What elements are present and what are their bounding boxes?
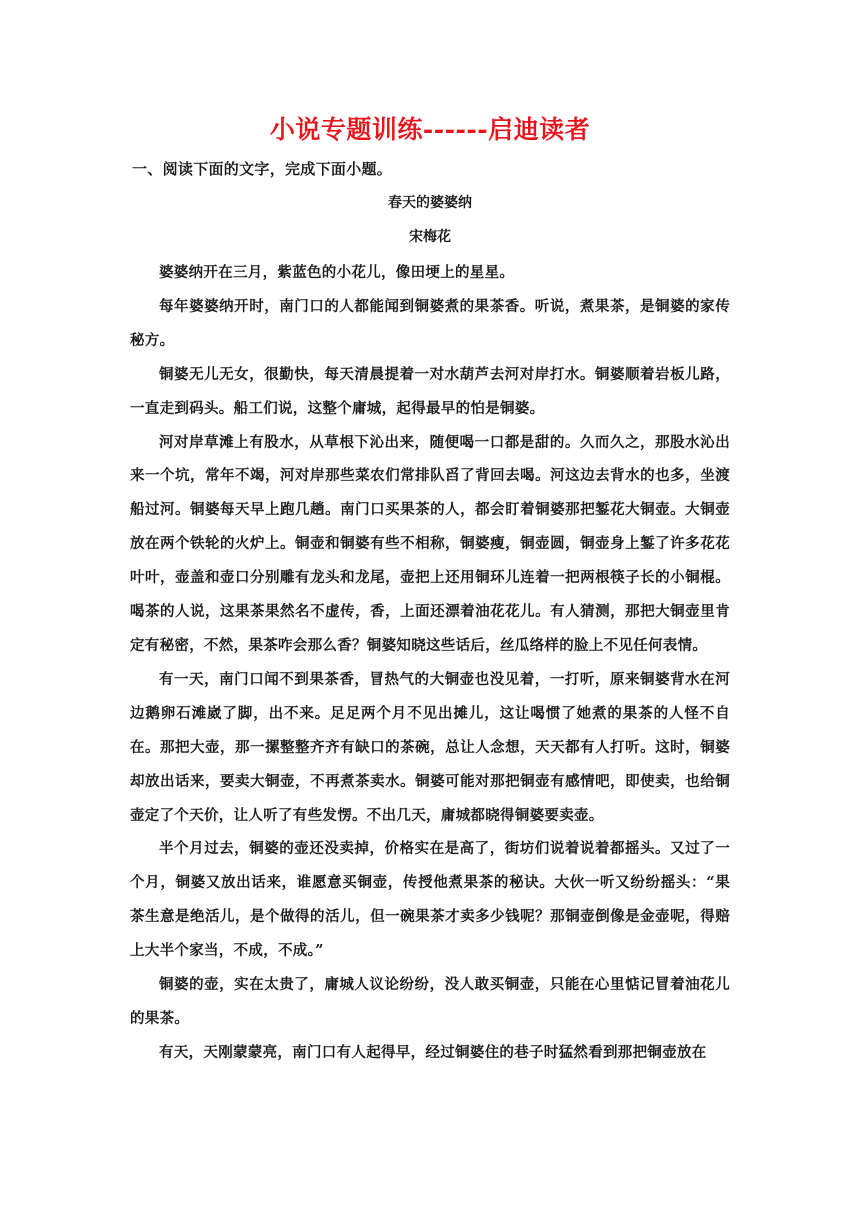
paragraph: 半个月过去，铜婆的壶还没卖掉，价格实在是高了，街坊们说着说着都摇头。又过了一个月，铜婆又放出话来，谁愿意买铜壶，传授他煮果茶的秘诀。大伙一听又纷纷摇头：“果茶生意是绝活儿，是个做得的活儿，但一碗果茶才卖多少钱呢？那铜壶倒像是金壶呢，得赔上大半个家当，不成，不成。”	[130, 840, 730, 960]
paragraph: 有一天，南门口闻不到果茶香，冒热气的大铜壶也没见着，一打听，原来铜婆背水在河边鹅卵石滩崴了脚，出不来。足足两个月不见出摊儿，这让喝惯了她煮的果茶的人怪不自在。那把大壶，那一摞整整齐齐有缺口的茶碗，总让人念想，天天都有人打听。这时，铜婆却放出话来，要卖大铜壶，不再煮茶卖水。铜婆可能对那把铜壶有感情吧，即使卖，也给铜壶定了个天价，让人听了有些发愣。不出几天，庸城都晓得铜婆要卖壶。	[130, 670, 730, 824]
story-author: 宋梅花	[409, 229, 451, 245]
paragraph: 婆婆纳开在三月，紫蓝色的小花儿，像田埂上的星星。	[159, 264, 515, 281]
paragraph: 铜婆的壶，实在太贵了，庸城人议论纷纷，没人敢买铜壶，只能在心里惦记冒着油花儿的果茶。	[130, 976, 730, 1027]
story-title: 春天的婆婆纳	[388, 195, 472, 211]
section-heading: 一、阅读下面的文字，完成下面小题。	[132, 160, 393, 178]
paragraph: 每年婆婆纳开时，南门口的人都能闻到铜婆煮的果茶香。听说，煮果茶，是铜婆的家传秘方。	[130, 297, 730, 349]
paragraph: 有天，天刚蒙蒙亮，南门口有人起得早，经过铜婆住的巷子时猛然看到那把铜壶放在	[159, 1043, 707, 1061]
paragraph: 铜婆无儿无女，很勤快，每天清晨提着一对水葫芦去河对岸打水。铜婆顺着岩板儿路，一直走到码头。船工们说，这整个庸城，起得最早的怕是铜婆。	[130, 365, 730, 417]
paragraph: 河对岸草滩上有股水，从草根下沁出来，随便喝一口都是甜的。久而久之，那股水沁出来一个坑，常年不竭，河对岸那些菜农们常排队舀了背回去喝。河这边去背水的也多，坐渡船过河。铜婆每天早上跑几趟。南门口买果茶的人，都会盯着铜婆那把錾花大铜壶。大铜壶放在两个铁轮的火炉上。铜壶和铜婆有些不相称，铜婆瘦，铜壶圆，铜壶身上錾了许多花花叶叶，壶盖和壶口分别雕有龙头和龙尾，壶把上还用铜环儿连着一把两根筷子长的小铜棍。喝茶的人说，这果茶果然名不虚传，香，上面还漂着油花花儿。有人猜测，那把大铜壶里肯定有秘密，不然，果茶咋会那么香？铜婆知晓这些话后，丝瓜络样的脸上不见任何表情。	[130, 433, 730, 654]
story-body	[130, 256, 730, 1070]
document-title: 小说专题训练------启迪读者	[269, 115, 591, 144]
